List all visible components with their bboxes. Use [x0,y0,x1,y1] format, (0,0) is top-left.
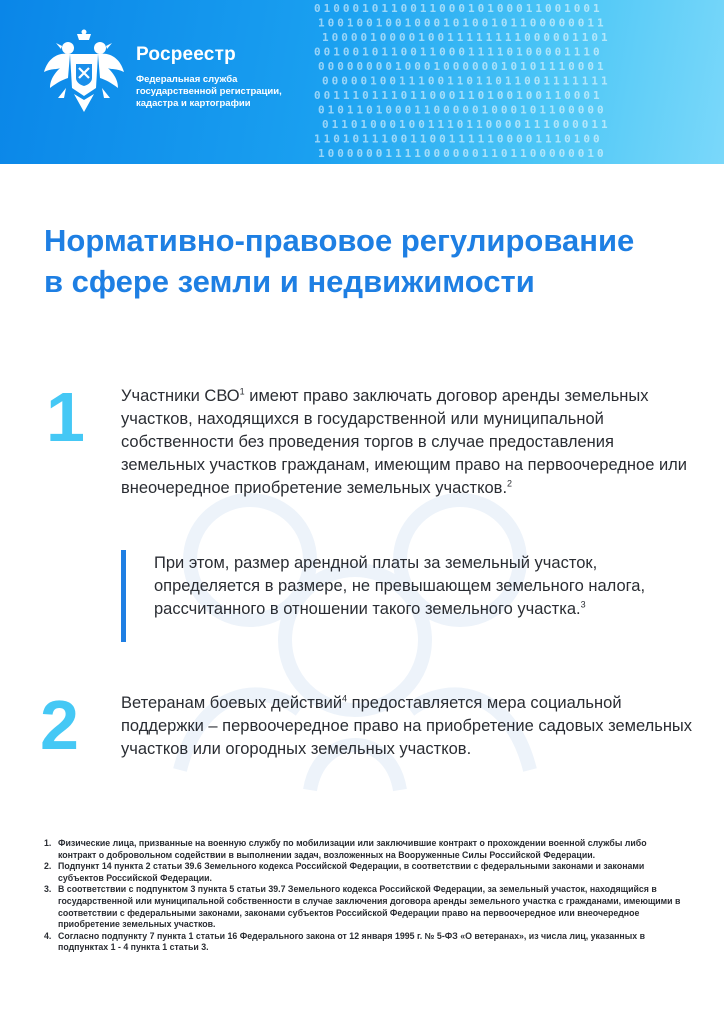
section-text-1 [121,385,701,500]
binary-row: 100001000010011111111000001101 [322,31,611,44]
section-1-text-start: Участники СВО [121,387,240,405]
footnote-ref-1: 1 [239,386,245,397]
quote-block [121,550,681,642]
section-number-2: 2 [40,686,79,764]
double-headed-eagle-icon [40,28,128,116]
binary-row: 000001001110011011011001111111 [322,74,611,88]
section-number-1: 1 [46,378,85,456]
quote-text [154,552,681,621]
brand-name: Росреестр [136,44,236,65]
binary-row: 011010001001110110000111000011 [322,118,611,131]
binary-row: 100100100100010100101100000011 [318,16,607,30]
binary-row: 110101110011001111100001110100 [314,132,603,146]
footnote-text: Подпункт 14 пункта 2 статьи 39.6 Земельного кодекса Российской Федерации, в соответствии с федеральными законами и законами субъектов Российской Федерации. [58,861,645,883]
binary-row: 010001011001100010100011001001 [314,2,603,15]
footnote-number: 4. [44,930,52,941]
footnotes-list [44,838,684,954]
footnote-ref-4: 4 [342,693,348,704]
footnote-text: Согласно подпункту 7 пункта 1 статьи 16 Федерального закона от 12 января 1995 г. № 5-ФЗ «О ветеранах», из числа лиц, указанных в подпунктах 1 - 4 пункта 1 статьи 3. [58,930,645,953]
binary-row: 010110100011000001000101100000 [318,103,607,117]
section-2-text-start: Ветеранам боевых действий [121,694,343,712]
footnote-number: 1. [44,838,52,848]
footnote-ref-2: 2 [507,478,513,489]
footnote-item [44,861,684,884]
binary-pattern [304,0,724,164]
binary-row: 001110111011000110100100110001 [314,89,603,102]
section-2-text-end: предоставляется мера социальной поддержки – первоочередное право на приобретение садовых земельных участков или огородных земельных участков. [121,694,693,758]
quote-body: При этом, размер арендной платы за земельный участок, определяется в размере, не превышающем земельного налога, рассчитанного в отношении такого земельного участка. [154,554,646,618]
header-banner [0,0,724,164]
footnote-item [44,931,684,954]
section-text-2 [121,692,701,761]
footnote-text: В соответствии с подпунктом 3 пункта 5 статьи 39.7 Земельного кодекса Российской Федерации, за земельный участок, находящийся в государственной или муниципальной собственности в случае заключения договора аренды земельного участка с гражданами, имеющими в соответствии с федеральными законами, законами субъектов Российской Федерации право на первоочередное или внеочередное приобретение земельных участков. [58,884,681,930]
binary-row: 001001011001100011110100001110 [314,45,603,59]
binary-row: 100000011110000001101100000010 [318,147,607,160]
footnote-ref-3: 3 [580,599,586,610]
binary-pattern-graphic [304,0,724,164]
section-1-text-end: имеют право заключать договор аренды земельных участков, находящихся в государственной или муниципальной собственности без проведения торгов в случае предоставления земельных участков гражданам, имеющим право на первоочередное или внеочередное приобретение земельных участков. [121,387,688,497]
footnote-text: Физические лица, призванные на военную службу по мобилизации или заключившие контракт о прохождении военной службы либо контракт о добровольном содействии в выполнении задач, возложенных на Вооруженные Силы Российской Федерации. [58,838,647,860]
footnote-number: 2. [44,861,52,872]
footnote-item [44,838,684,861]
page-title: Нормативно-правовое регулирование в сфере земли и недвижимости [44,223,635,299]
brand-subtitle: Федеральная служба государственной регистрации, кадастра и картографии [136,74,282,109]
brand-block [136,44,306,110]
binary-row: 000000001000100000010101110001 [318,60,607,73]
footnote-item [44,884,684,930]
footnote-number: 3. [44,884,52,895]
